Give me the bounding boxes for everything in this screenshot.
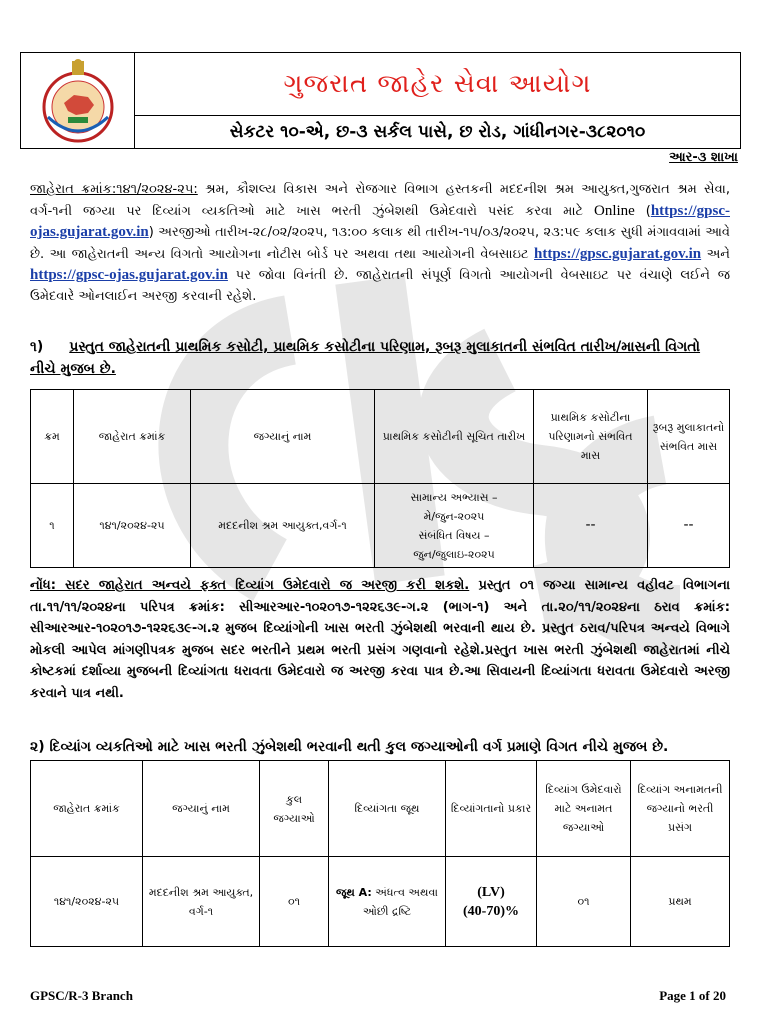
col-sr: ક્રમ <box>31 390 74 484</box>
note-paragraph <box>30 575 730 704</box>
group-label: જૂથ A: <box>335 885 372 899</box>
ojas-link-2[interactable]: https://gpsc-ojas.gujarat.gov.in <box>30 267 228 283</box>
cell-reserved-posts: ૦૧ <box>537 857 631 947</box>
intro-text-3: અને <box>701 246 730 262</box>
col-interview-month: રૂબરૂ મુલાકાતનો સંભવિત માસ <box>648 390 730 484</box>
letterhead <box>20 52 741 149</box>
cell-adv-no: ૧૪૧/૨૦૨૪-૨૫ <box>74 484 191 568</box>
section-1-heading <box>30 336 730 380</box>
col-adv-no: જાહેરાત ક્રમાંક <box>74 390 191 484</box>
reservation-table <box>30 760 730 947</box>
cell-total-posts: ૦૧ <box>260 857 329 947</box>
paren-open: ( <box>645 203 651 219</box>
address-row <box>135 116 740 148</box>
section-2-heading <box>30 736 730 758</box>
cell-result-month: -- <box>534 484 648 568</box>
gpsc-logo-icon <box>36 57 120 145</box>
exam-general: સામાન્ય અભ્યાસ – <box>410 490 498 504</box>
group-text: અંધત્વ અથવા ઓછી દ્રષ્ટિ <box>362 885 439 918</box>
col-reserved-posts: દિવ્યાંગ ઉમેદવારો માટે અનામત જગ્યાઓ <box>537 761 631 857</box>
intro-paragraph <box>30 180 730 307</box>
col-recruitment-occasion: દિવ્યાંગ અનામતની જગ્યાનો ભરતી પ્રસંગ <box>631 761 730 857</box>
section-1-number: ૧) <box>30 339 44 355</box>
footer-page-number: Page 1 of 20 <box>659 988 726 1003</box>
note-label: નોંધ: સદર જાહેરાત અન્વયે ફક્ત દિવ્યાંગ ઉમેદવારો જ અરજી કરી શકશે. <box>30 578 470 593</box>
ojas-link-1[interactable]: https://gpsc-ojas.gujarat.gov.in <box>30 202 730 240</box>
title-row <box>135 53 740 116</box>
section-1-title: પ્રસ્તુત જાહેરાતની પ્રાથમિક કસોટી, પ્રાથમિક કસોટીના પરિણામ, રૂબરૂ મુલાકાતની સંભવિત તારીખ/માસની વિગતો નીચે મુજબ છે. <box>30 339 701 377</box>
col-post-name: જગ્યાનું નામ <box>191 390 375 484</box>
commission-title: ગુજરાત જાહેર સેવા આયોગ <box>283 68 592 99</box>
type-code: (LV) <box>477 884 505 900</box>
col-total-posts: કુલ જગ્યાઓ <box>260 761 329 857</box>
col-result-month: પ્રાથમિક કસોટીના પરિણામનો સંભવિત માસ <box>534 390 648 484</box>
cell-adv-no-2: ૧૪૧/૨૦૨૪-૨૫ <box>31 857 143 947</box>
section-2-title: ૨) દિવ્યાંગ વ્યકતિઓ માટે ખાસ ભરતી ઝુંબેશથી ભરવાની થતી કુલ જગ્યાઓની વર્ગ પ્રમાણે વિગત નીચે મુજબ છે. <box>30 739 669 755</box>
col-disability-type: દિવ્યાંગતાનો પ્રકાર <box>446 761 537 857</box>
reservation-table-header <box>31 761 730 857</box>
commission-address: સેકટર ૧૦-એ, છ-૩ સર્કલ પાસે, છ રોડ, ગાંધીનગર-૩૮૨૦૧૦ <box>229 122 646 142</box>
cell-disability-type <box>446 857 537 947</box>
col-post-name-2: જગ્યાનું નામ <box>143 761 260 857</box>
intro-text-4: પર જોવા વિનંતી છે. જાહેરાતની સંપૂર્ણ વિગતો આયોગની વેબસાઇટ પર વંચાણે લઈને જ ઉમેદવારે ઓનલાઈન અરજી કરવાની રહેશે. <box>30 268 730 304</box>
cell-post-name-2: મદદનીશ શ્રમ આયુક્ત, વર્ગ-૧ <box>143 857 260 947</box>
col-adv-no-2: જાહેરાત ક્રમાંક <box>31 761 143 857</box>
cell-disability-group <box>329 857 446 947</box>
intro-text-2: ) અરજીઓ તારીખ-૨૮/૦૨/૨૦૨૫, ૧૩:૦૦ કલાક થી તારીખ-૧૫/૦૩/૨૦૨૫, ૨૩:૫૯ કલાક સુધી મંગાવવામાં આવે છે. આ જાહેરાતની અન્ય વિગતો આયોગના નોટીસ બોર્ડ પર અથવા તથા આયોગની વેબસાઇટ <box>30 225 730 262</box>
intro-text-1: શ્રમ, કૌશલ્ય વિકાસ અને રોજગાર વિભાગ હસ્તકની મદદનીશ શ્રમ આયુક્ત,ગુજરાત શ્રમ સેવા, વર્ગ-૧ની જગ્યા પર દિવ્યાંગ વ્યકતિઓ માટે ખાસ ભરતી ઝુંબેશથી ઉમેદવારો પસંદ કરવા માટે <box>30 182 730 219</box>
cell-exam-date <box>375 484 534 568</box>
col-disability-group: દિવ્યાંગતા જૂથ <box>329 761 446 857</box>
branch-label: આર-૩ શાખા <box>669 150 738 165</box>
table-row <box>31 857 730 947</box>
online-label: Online <box>594 202 635 219</box>
cell-recruitment-occasion: પ્રથમ <box>631 857 730 947</box>
cell-interview-month: -- <box>648 484 730 568</box>
exam-general-month: મે/જુન-૨૦૨૫ <box>423 509 485 523</box>
cell-post-name: મદદનીશ શ્રમ આયુક્ત,વર્ગ-૧ <box>191 484 375 568</box>
advertisement-number: જાહેરાત ક્રમાંક:૧૪૧/૨૦૨૪-૨૫: <box>30 182 198 197</box>
exam-subject-month: જુન/જુલાઇ-૨૦૨૫ <box>413 547 495 561</box>
schedule-table-header <box>31 390 730 484</box>
col-exam-date: પ્રાથમિક કસોટીની સૂચિત તારીખ <box>375 390 534 484</box>
logo-cell <box>21 53 135 148</box>
exam-subject: સંબંધિત વિષય – <box>418 528 490 542</box>
table-row <box>31 484 730 568</box>
schedule-table <box>30 389 730 568</box>
type-range: (40-70)% <box>463 903 519 919</box>
note-text: પ્રસ્તુત ૦૧ જગ્યા સામાન્ય વહીવટ વિભાગના તા.૧૧/૧૧/૨૦૨૪ના પરિપત્ર ક્રમાંક: સીઆરઆર-૧૦૨૦૧૭-૧૨૨૬૩૯-ગ.૨ (ભાગ-૧) અને તા.૨૦/૧૧/૨૦૨૪ના ઠરાવ ક્રમાંક: સીઆરઆર-૧૦૨૦૧૭-૧૨૨૬૩૯-ગ.૨ મુજબ દિવ્યાંગોની ખાસ ભરતી ઝુંબેશથી ભરવાની થાય છે. પ્રસ્તુત ઠરાવ/પરિપત્ર અન્વયે વિભાગે મોકલી આપેલ માંગણીપત્રક મુજબ સદર ભરતીને પ્રથમ ભરતી પ્રસંગ ગણવાનો રહેશે.પ્રસ્તુત ખાસ ભરતી ઝુંબેશથી જાહેરાતમાં નીચે કોષ્ટકમાં દર્શાવ્યા મુજબની દિવ્યાંગતા ધરાવતા ઉમેદવારો જ અરજી કરવા પાત્ર છે.આ સિવાયની દિવ્યાંગતા ધરાવતા ઉમેદવારો અરજી કરવાને પાત્ર નથી. <box>30 578 731 701</box>
gpsc-website-link[interactable]: https://gpsc.gujarat.gov.in <box>534 245 702 262</box>
cell-sr: ૧ <box>31 484 74 568</box>
footer-branch: GPSC/R-3 Branch <box>30 988 133 1003</box>
